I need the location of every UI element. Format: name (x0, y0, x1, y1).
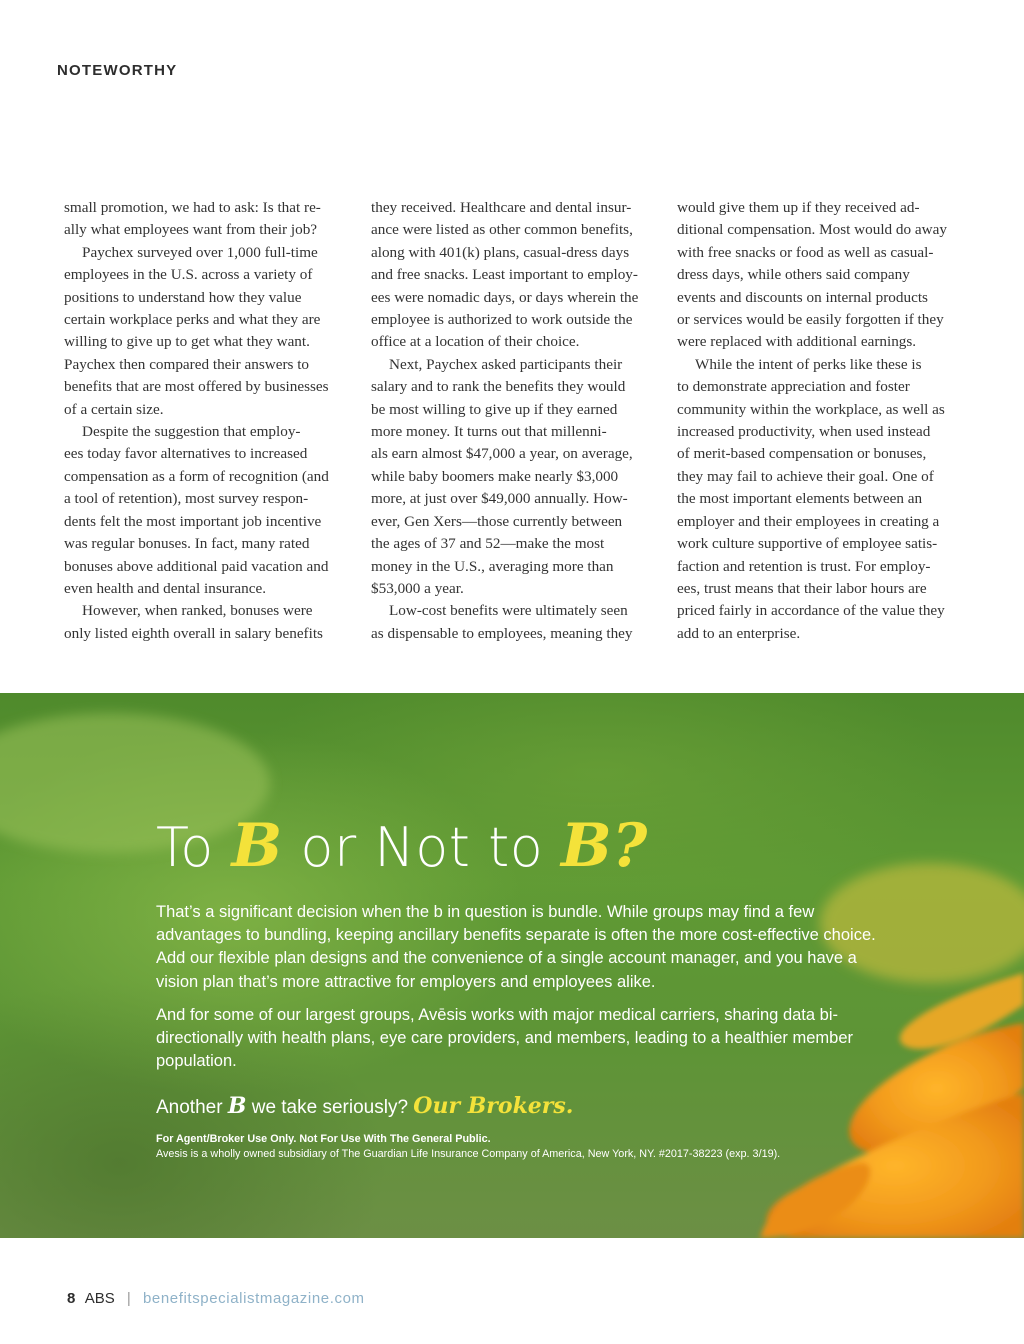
article-paragraph (371, 354, 647, 600)
text-line: to demonstrate appreciation and foster (677, 378, 910, 396)
text-line: employee is authorized to work outside the (371, 311, 633, 329)
article-column-1 (64, 197, 340, 645)
text-line: priced fairly in accordance of the value they (677, 602, 945, 620)
text-line: a tool of retention), most survey respon- (64, 490, 309, 508)
text-line: were replaced with additional earnings. (677, 333, 917, 351)
text-line: certain workplace perks and what they are (64, 311, 321, 329)
article-paragraph (677, 197, 953, 354)
text-line: Low-cost benefits were ultimately seen (389, 602, 628, 620)
text-line: willing to give up to get what they want. (64, 333, 310, 351)
text-line: of merit-based compensation or bonuses, (677, 445, 927, 463)
text-line: small promotion, we had to ask: Is that re- (64, 199, 321, 216)
article-paragraph (64, 600, 340, 645)
text-line: dents felt the most important job incentive (64, 512, 322, 530)
text-line: or services would be easily forgotten if they (677, 311, 944, 329)
article-paragraph (64, 421, 340, 600)
advertisement-banner (0, 693, 1024, 1238)
text-line: community within the workplace, as well as (677, 400, 945, 418)
page-footer (67, 1290, 365, 1307)
ad-headline-b-question: B? (560, 811, 648, 881)
text-line: ees were nomadic days, or days wherein the (371, 288, 639, 306)
text-line: be most willing to give up if they earned (371, 400, 618, 418)
text-line: would give them up if they received ad- (677, 199, 920, 216)
text-line: the most important elements between an (677, 490, 923, 508)
section-label: NOTEWORTHY (57, 62, 178, 79)
ad-paragraph-1: That’s a significant decision when the b in question is bundle. While groups may find a few advantages to bundling, keeping ancillary benefits separate is often the more cost-effective choice. Add our flexible plan designs and the convenience of a single account manager, and you have a vision plan that’s more attractive for employers and employees alike. (156, 903, 876, 991)
text-line: ally what employees want from their job? (64, 221, 318, 239)
article-paragraph (371, 197, 647, 354)
text-line: employees in the U.S. across a variety of (64, 266, 313, 284)
text-line: increased productivity, when used instead (677, 423, 931, 441)
text-line: they may fail to achieve their goal. One of (677, 467, 934, 485)
text-line: employer and their employees in creating a (677, 512, 940, 530)
text-line: as dispensable to employees, meaning they (371, 624, 633, 642)
article-paragraph (64, 242, 340, 421)
text-line: $53,000 a year. (371, 579, 464, 597)
text-line: Despite the suggestion that employ- (82, 423, 301, 441)
ad-tagline: Another B we take seriously? Our Brokers. (156, 1093, 574, 1119)
ad-body (156, 901, 896, 1083)
text-line: als earn almost $47,000 a year, on average, (371, 445, 633, 463)
publication-name: ABS (84, 1290, 115, 1307)
text-line: ees, trust means that their labor hours are (677, 579, 927, 597)
article-body (0, 197, 1024, 657)
text-line: ditional compensation. Most would do away (677, 221, 947, 239)
text-line: along with 401(k) plans, casual-dress days (371, 243, 630, 261)
text-line: bonuses above additional paid vacation and (64, 557, 329, 575)
text-line: While the intent of perks like these is (695, 355, 922, 373)
article-paragraph (64, 197, 340, 242)
text-line: Paychex then compared their answers to (64, 355, 310, 373)
text-line: faction and retention is trust. For employ- (677, 557, 931, 575)
text-line: money in the U.S., averaging more than (371, 557, 614, 575)
footer-separator: | (126, 1290, 131, 1307)
text-line: the ages of 37 and 52—make the most (371, 535, 605, 553)
page-number: 8 (67, 1290, 76, 1307)
text-line: while baby boomers make nearly $3,000 (371, 467, 619, 485)
text-line: work culture supportive of employee satis- (677, 535, 938, 553)
text-line: more money. It turns out that millenni- (371, 423, 607, 441)
ad-headline-b: B (231, 811, 283, 881)
text-line: salary and to rank the benefits they would (371, 378, 626, 396)
text-line: office at a location of their choice. (371, 333, 580, 351)
article-column-2 (371, 197, 647, 645)
ad-fine-print: For Agent/Broker Use Only. Not For Use With The General Public. Avesis is a wholly owned subsidiary of The Guardian Life Insurance Company of America, New York, NY. #2017-38223 (exp. 3/19). (156, 1133, 781, 1160)
article-paragraph (371, 600, 647, 645)
text-line: they received. Healthcare and dental insur- (371, 199, 632, 216)
text-line: However, when ranked, bonuses were (82, 602, 313, 620)
ad-paragraph-2: And for some of our largest groups, Avēsis works with major medical carriers, sharing data bi-directionally with health plans, eye care providers, and members, leading to a healthier member population. (156, 1005, 854, 1071)
article-column-3 (677, 197, 953, 645)
ad-brokers: Our Brokers. (413, 1093, 574, 1119)
text-line: with free snacks or food as well as casual- (677, 243, 934, 261)
text-line: benefits that are most offered by businesses (64, 378, 329, 396)
article-paragraph (677, 354, 953, 645)
text-line: more, at just over $49,000 annually. How- (371, 490, 628, 508)
text-line: was regular bonuses. In fact, many rated (64, 535, 310, 553)
text-line: Paychex surveyed over 1,000 full-time (82, 243, 318, 261)
publication-url[interactable]: benefitspecialistmagazine.com (142, 1290, 365, 1307)
text-line: dress days, while others said company (677, 266, 910, 284)
text-line: and free snacks. Least important to employ- (371, 266, 638, 284)
ad-tagline-b: B (227, 1093, 247, 1119)
text-line: ees today favor alternatives to increased (64, 445, 308, 463)
text-line: even health and dental insurance. (64, 579, 266, 597)
text-line: ever, Gen Xers—those currently between (371, 512, 623, 530)
text-line: add to an enterprise. (677, 624, 801, 642)
text-line: events and discounts on internal products (677, 288, 928, 306)
text-line: positions to understand how they value (64, 288, 302, 306)
text-line: compensation as a form of recognition (and (64, 467, 329, 485)
text-line: Next, Paychex asked participants their (389, 355, 623, 373)
ad-headline: To B or Not to B? (156, 811, 648, 881)
text-line: ance were listed as other common benefits, (371, 221, 633, 239)
text-line: of a certain size. (64, 400, 164, 418)
text-line: only listed eighth overall in salary benefits (64, 624, 323, 642)
